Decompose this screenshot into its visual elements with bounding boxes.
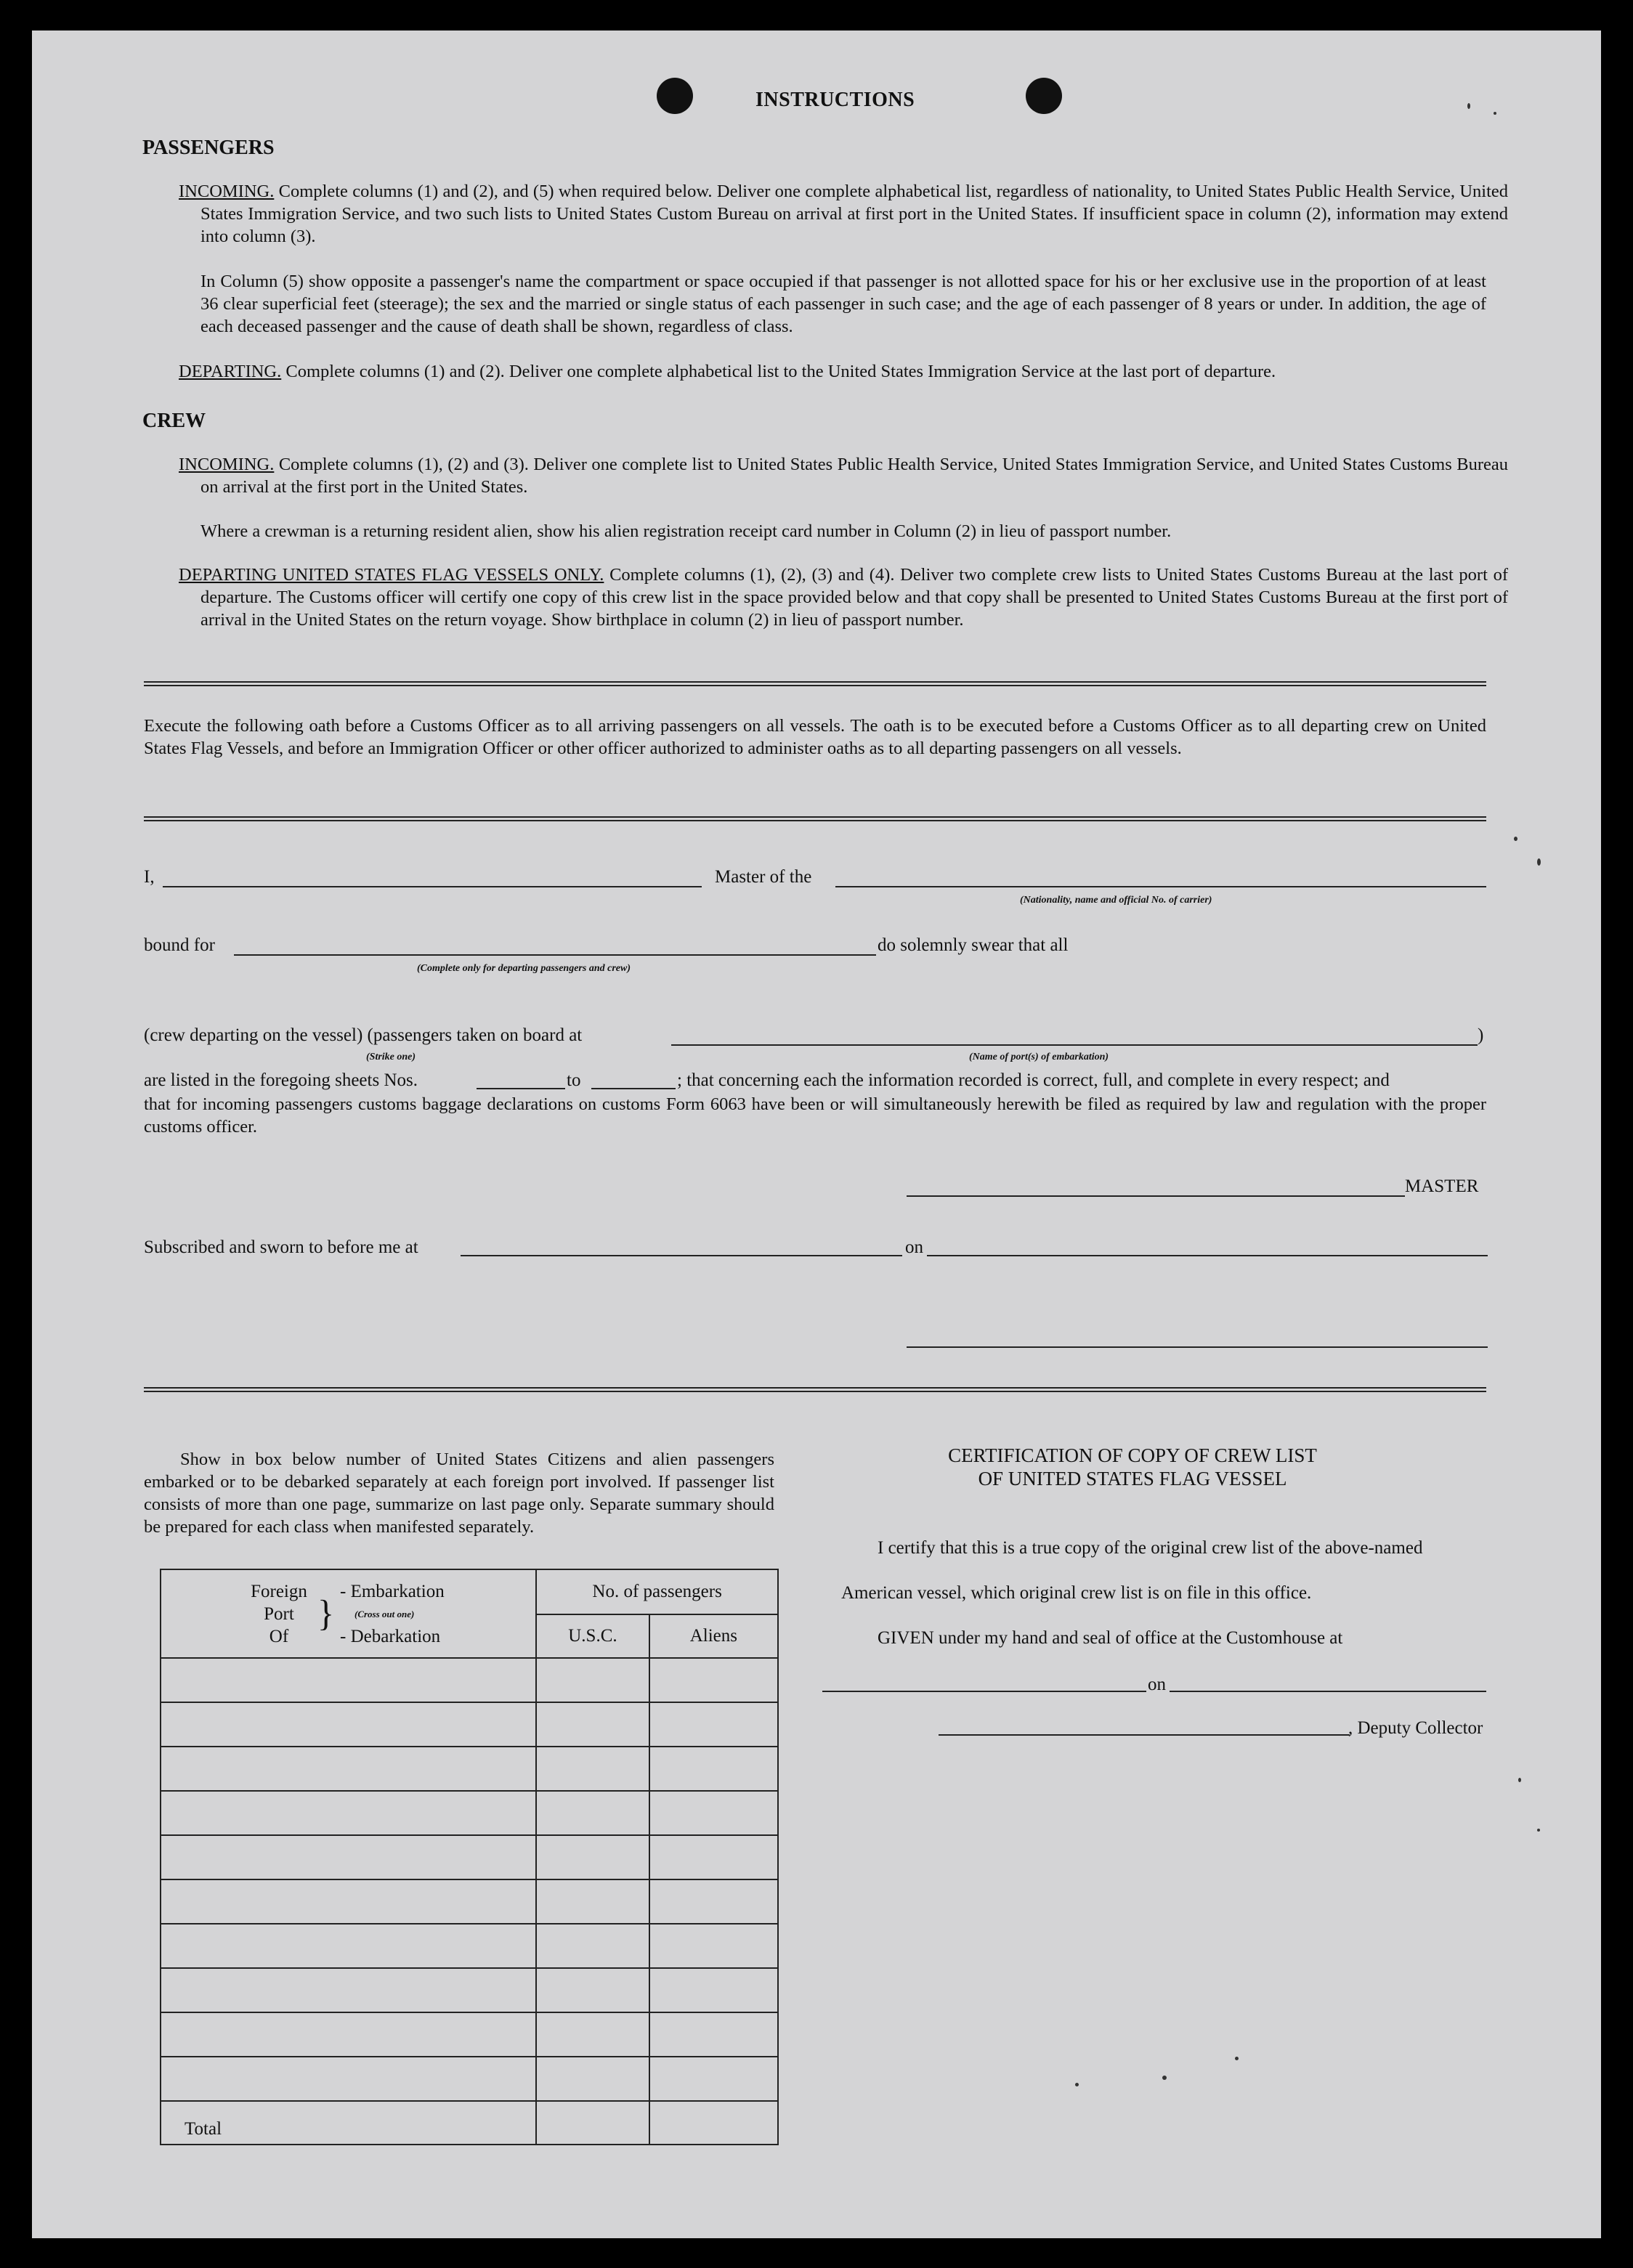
port-cell[interactable]: [161, 1835, 536, 1879]
aliens-cell[interactable]: [649, 1968, 778, 2012]
table-row: [161, 1702, 778, 1747]
speck: [1494, 112, 1496, 115]
bound-for-label: bound for: [144, 935, 215, 955]
table-row: [161, 1968, 778, 2012]
page-title: INSTRUCTIONS: [755, 89, 915, 111]
foreign-label: Foreign: [251, 1582, 307, 1601]
close-paren: ): [1478, 1025, 1484, 1045]
section-divider-1: [144, 681, 1486, 686]
port-embarkation-field[interactable]: [671, 1044, 1478, 1046]
table-row: [161, 1924, 778, 1968]
passengers-incoming-paragraph: [179, 180, 1508, 248]
port-cell[interactable]: [161, 1702, 536, 1747]
form-sheet: [32, 31, 1601, 2238]
debarkation-label: - Debarkation: [340, 1627, 441, 1646]
port-cell[interactable]: [161, 2012, 536, 2057]
passengers-departing-label: DEPARTING.: [179, 362, 282, 381]
passengers-heading: PASSENGERS: [142, 137, 275, 159]
strike-one-note: (Strike one): [366, 1052, 416, 1062]
aliens-cell[interactable]: [649, 1702, 778, 1747]
table-row: [161, 1747, 778, 1791]
usc-header: U.S.C.: [536, 1614, 649, 1658]
usc-cell[interactable]: [536, 2012, 649, 2057]
aliens-cell[interactable]: [649, 1879, 778, 1924]
carrier-field[interactable]: [835, 886, 1486, 887]
deputy-signature-field[interactable]: [939, 1734, 1350, 1736]
sworn-on-label: on: [905, 1237, 923, 1257]
crew-crewman-paragraph: Where a crewman is a returning resident alien, show his alien registration receipt card number in Column (2) in lieu of passport number.: [200, 521, 1172, 541]
no-of-passengers-header: No. of passengers: [536, 1569, 778, 1614]
speck: [1235, 2057, 1239, 2060]
speck: [1467, 103, 1470, 109]
crew-departing-text: Complete columns (1), (2), (3) and (4). Deliver two complete crew lists to United States Customs Bureau at the last port of departure. The Customs officer will certify one copy of this crew list in the space provided below and that copy shall be presented to United States Customs Bureau at the first port of arrival in the United States on the return voyage. Show birthplace in column (2) in lieu of passport number.: [200, 565, 1508, 630]
speck: [1537, 1829, 1540, 1832]
sworn-date-field[interactable]: [927, 1255, 1488, 1256]
punch-hole-left: [657, 78, 693, 114]
foreign-port-header: [161, 1569, 536, 1658]
speck: [1514, 837, 1517, 841]
port-cell[interactable]: [161, 1879, 536, 1924]
certification-title-line1: CERTIFICATION OF COPY OF CREW LIST: [948, 1444, 1317, 1466]
usc-cell[interactable]: [536, 2057, 649, 2101]
master-of-label: Master of the: [715, 867, 812, 887]
complete-only-note: (Complete only for departing passengers and crew): [417, 963, 631, 974]
speck: [1537, 858, 1541, 866]
usc-total-cell[interactable]: [536, 2101, 649, 2145]
table-row: [161, 1835, 778, 1879]
table-row: [161, 1658, 778, 1702]
usc-cell[interactable]: [536, 1835, 649, 1879]
passengers-column5-paragraph: In Column (5) show opposite a passenger's name the compartment or space occupied if that passenger is not allotted space for his or her exclusive use in the proportion of at least 36 clear superficial feet (steerage); the sex and the married or single status of each passenger in such case; and the age of each passenger of 8 years or under. In addition, the age of each deceased passenger and the cause of death shall be shown, regardless of class.: [200, 272, 1486, 336]
usc-cell[interactable]: [536, 1747, 649, 1791]
usc-cell[interactable]: [536, 1658, 649, 1702]
listed-to-label: to: [567, 1070, 581, 1090]
master-name-field[interactable]: [163, 886, 702, 887]
passengers-departing-text: Complete columns (1) and (2). Deliver one complete alphabetical list to the United States Immigration Service at the last port of departure.: [285, 362, 1276, 381]
port-label: Port: [264, 1604, 294, 1624]
solemnly-swear-label: do solemnly swear that all: [878, 935, 1069, 955]
table-row: [161, 2057, 778, 2101]
oath-intro: Execute the following oath before a Customs Officer as to all arriving passengers on all vessels. The oath is to be executed before a Customs Officer as to all departing crew on United States Flag Vessels, and before an Immigration Officer or other officer authorized to administer oaths as to all departing passengers on all vessels.: [144, 716, 1486, 758]
sheet-to-field[interactable]: [591, 1088, 676, 1089]
passengers-departing-paragraph: [179, 360, 1508, 383]
crew-departing-label: DEPARTING UNITED STATES FLAG VESSELS ONLY.: [179, 565, 604, 585]
total-row: [161, 2101, 778, 2145]
table-row: [161, 2012, 778, 2057]
table-row: [161, 1791, 778, 1835]
crew-incoming-text: Complete columns (1), (2) and (3). Deliver one complete list to United States Public Health Service, United States Immigration Service, and United States Customs Bureau on arrival at the first port in the United States.: [200, 455, 1508, 497]
aliens-total-cell[interactable]: [649, 2101, 778, 2145]
aliens-cell[interactable]: [649, 1747, 778, 1791]
passengers-incoming-label: INCOMING.: [179, 182, 275, 201]
aliens-cell[interactable]: [649, 1658, 778, 1702]
passengers-incoming-text: Complete columns (1) and (2), and (5) when required below. Deliver one complete alphabetical list, regardless of nationality, to United States Public Health Service, United States Immigration Service, and two such lists to United States Custom Bureau on arrival at first port in the United States. If insufficient space in column (2), information may extend into column (3).: [200, 182, 1508, 246]
crew-departing-paragraph: [179, 564, 1508, 631]
punch-hole-right: [1026, 78, 1062, 114]
certification-title: [853, 1444, 1412, 1490]
customhouse-field[interactable]: [822, 1691, 1146, 1692]
subscribed-label: Subscribed and sworn to before me at: [144, 1237, 418, 1257]
port-cell[interactable]: [161, 1747, 536, 1791]
officer-signature-field[interactable]: [907, 1346, 1488, 1348]
crew-passengers-label: (crew departing on the vessel) (passengers taken on board at: [144, 1025, 583, 1045]
section-divider-2: [144, 816, 1486, 821]
speck: [1162, 2076, 1167, 2080]
speck: [1075, 2083, 1079, 2086]
table-row: [161, 1879, 778, 1924]
brace-icon: }: [317, 1593, 335, 1634]
usc-cell[interactable]: [536, 1924, 649, 1968]
port-cell[interactable]: [161, 2057, 536, 2101]
certify-line2: American vessel, which original crew list is on file in this office.: [841, 1583, 1312, 1603]
listed-post-label: ; that concerning each the information recorded is correct, full, and complete in every respect; and: [677, 1070, 1390, 1090]
oath-i-label: I,: [144, 867, 155, 887]
aliens-cell[interactable]: [649, 1791, 778, 1835]
listed-rest-text: that for incoming passengers customs baggage declarations on customs Form 6063 have been or will simultaneously herewith be filed as required by law and regulation with the proper customs officer.: [144, 1094, 1486, 1137]
usc-cell[interactable]: [536, 1702, 649, 1747]
deputy-collector-label: , Deputy Collector: [1348, 1718, 1483, 1738]
ports-note: (Name of port(s) of embarkation): [969, 1052, 1109, 1062]
embarkation-label: - Embarkation: [340, 1582, 445, 1601]
usc-cell[interactable]: [536, 1879, 649, 1924]
nationality-note: (Nationality, name and official No. of carrier): [1020, 895, 1212, 906]
port-cell[interactable]: [161, 1791, 536, 1835]
crew-incoming-paragraph: [179, 453, 1508, 498]
section-divider-3: [144, 1387, 1486, 1392]
listed-pre-label: are listed in the foregoing sheets Nos.: [144, 1070, 418, 1090]
certification-on-label: on: [1148, 1675, 1166, 1694]
certification-title-line2: OF UNITED STATES FLAG VESSEL: [978, 1468, 1287, 1489]
certify-line1: I certify that this is a true copy of the original crew list of the above-named: [878, 1538, 1423, 1558]
aliens-cell[interactable]: [649, 1835, 778, 1879]
master-signature-field[interactable]: [907, 1195, 1405, 1197]
cross-out-note: (Cross out one): [354, 1609, 415, 1619]
port-cell[interactable]: [161, 1658, 536, 1702]
bound-for-field[interactable]: [234, 954, 876, 956]
aliens-header: Aliens: [649, 1614, 778, 1658]
port-cell[interactable]: [161, 1924, 536, 1968]
certification-date-field[interactable]: [1170, 1691, 1486, 1692]
aliens-cell[interactable]: [649, 1924, 778, 1968]
summary-instructions: Show in box below number of United States Citizens and alien passengers embarked or to be debarked separately at each foreign port involved. If passenger list consists of more than one page, summarize on last page only. Separate summary should be prepared for each class when manifested separately.: [144, 1450, 774, 1537]
aliens-cell[interactable]: [649, 2057, 778, 2101]
speck: [1518, 1778, 1521, 1782]
usc-cell[interactable]: [536, 1968, 649, 2012]
passenger-summary-table: [160, 1569, 779, 2145]
sworn-place-field[interactable]: [461, 1255, 902, 1256]
crew-heading: CREW: [142, 410, 206, 432]
given-line: GIVEN under my hand and seal of office at the Customhouse at: [878, 1628, 1343, 1648]
sheet-from-field[interactable]: [477, 1088, 565, 1089]
crew-incoming-label: INCOMING.: [179, 455, 275, 474]
aliens-cell[interactable]: [649, 2012, 778, 2057]
of-label: Of: [269, 1627, 289, 1646]
total-label: Total: [161, 2101, 536, 2145]
port-cell[interactable]: [161, 1968, 536, 2012]
master-label: MASTER: [1405, 1176, 1479, 1196]
usc-cell[interactable]: [536, 1791, 649, 1835]
